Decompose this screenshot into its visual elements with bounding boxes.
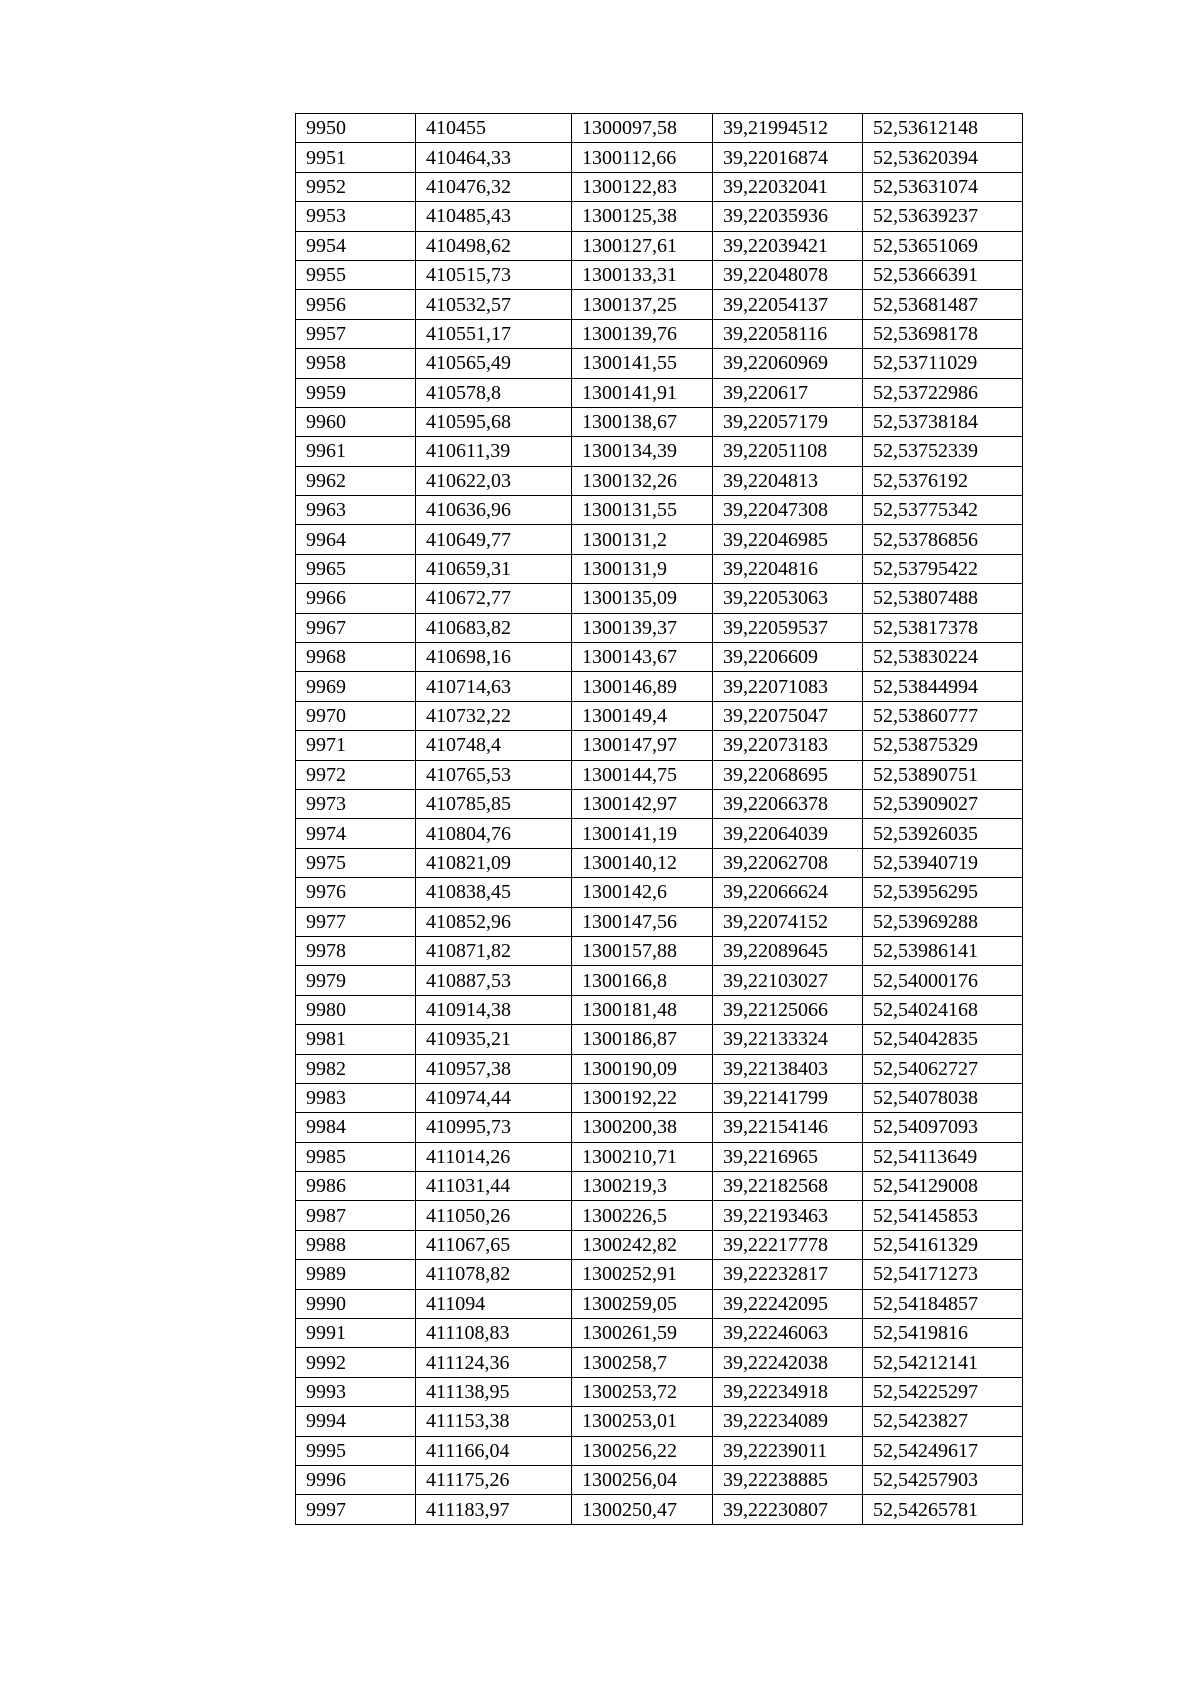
longitude-cell: 52,53860777 xyxy=(863,701,1023,730)
table-row xyxy=(296,584,1023,613)
x-coordinate-cell: 410914,38 xyxy=(416,995,572,1024)
y-coordinate-cell: 1300181,48 xyxy=(572,995,713,1024)
y-coordinate-cell: 1300141,55 xyxy=(572,349,713,378)
x-coordinate-cell: 410765,53 xyxy=(416,760,572,789)
latitude-cell: 39,21994512 xyxy=(713,114,863,143)
y-coordinate-cell: 1300097,58 xyxy=(572,114,713,143)
latitude-cell: 39,22125066 xyxy=(713,995,863,1024)
longitude-cell: 52,54062727 xyxy=(863,1054,1023,1083)
table-row xyxy=(296,848,1023,877)
x-coordinate-cell: 410498,62 xyxy=(416,231,572,260)
point-number-cell: 9991 xyxy=(296,1319,416,1348)
y-coordinate-cell: 1300140,12 xyxy=(572,848,713,877)
x-coordinate-cell: 410672,77 xyxy=(416,584,572,613)
point-number-cell: 9981 xyxy=(296,1025,416,1054)
longitude-cell: 52,53738184 xyxy=(863,407,1023,436)
latitude-cell: 39,22242095 xyxy=(713,1289,863,1318)
point-number-cell: 9989 xyxy=(296,1260,416,1289)
point-number-cell: 9992 xyxy=(296,1348,416,1377)
longitude-cell: 52,54161329 xyxy=(863,1230,1023,1259)
y-coordinate-cell: 1300200,38 xyxy=(572,1113,713,1142)
y-coordinate-cell: 1300131,55 xyxy=(572,496,713,525)
y-coordinate-cell: 1300253,01 xyxy=(572,1407,713,1436)
x-coordinate-cell: 410838,45 xyxy=(416,878,572,907)
table-row xyxy=(296,349,1023,378)
y-coordinate-cell: 1300131,2 xyxy=(572,525,713,554)
x-coordinate-cell: 410748,4 xyxy=(416,731,572,760)
point-number-cell: 9975 xyxy=(296,848,416,877)
latitude-cell: 39,22182568 xyxy=(713,1172,863,1201)
table-row xyxy=(296,114,1023,143)
table-row xyxy=(296,1348,1023,1377)
table-row xyxy=(296,907,1023,936)
point-number-cell: 9953 xyxy=(296,202,416,231)
y-coordinate-cell: 1300250,47 xyxy=(572,1495,713,1524)
x-coordinate-cell: 410595,68 xyxy=(416,407,572,436)
table-row xyxy=(296,966,1023,995)
x-coordinate-cell: 410515,73 xyxy=(416,260,572,289)
y-coordinate-cell: 1300137,25 xyxy=(572,290,713,319)
x-coordinate-cell: 410659,31 xyxy=(416,554,572,583)
latitude-cell: 39,22060969 xyxy=(713,349,863,378)
longitude-cell: 52,53620394 xyxy=(863,143,1023,172)
latitude-cell: 39,22068695 xyxy=(713,760,863,789)
latitude-cell: 39,22234089 xyxy=(713,1407,863,1436)
coordinates-table-body xyxy=(296,114,1023,1525)
x-coordinate-cell: 410683,82 xyxy=(416,613,572,642)
point-number-cell: 9977 xyxy=(296,907,416,936)
x-coordinate-cell: 410957,38 xyxy=(416,1054,572,1083)
point-number-cell: 9961 xyxy=(296,437,416,466)
latitude-cell: 39,22242038 xyxy=(713,1348,863,1377)
latitude-cell: 39,22071083 xyxy=(713,672,863,701)
y-coordinate-cell: 1300142,97 xyxy=(572,789,713,818)
latitude-cell: 39,22234918 xyxy=(713,1377,863,1406)
point-number-cell: 9973 xyxy=(296,789,416,818)
longitude-cell: 52,53909027 xyxy=(863,789,1023,818)
table-row xyxy=(296,1054,1023,1083)
x-coordinate-cell: 410578,8 xyxy=(416,378,572,407)
x-coordinate-cell: 410455 xyxy=(416,114,572,143)
longitude-cell: 52,53612148 xyxy=(863,114,1023,143)
table-row xyxy=(296,731,1023,760)
latitude-cell: 39,22230807 xyxy=(713,1495,863,1524)
x-coordinate-cell: 410622,03 xyxy=(416,466,572,495)
x-coordinate-cell: 410698,16 xyxy=(416,643,572,672)
longitude-cell: 52,53795422 xyxy=(863,554,1023,583)
longitude-cell: 52,54024168 xyxy=(863,995,1023,1024)
x-coordinate-cell: 411124,36 xyxy=(416,1348,572,1377)
longitude-cell: 52,53722986 xyxy=(863,378,1023,407)
longitude-cell: 52,53711029 xyxy=(863,349,1023,378)
x-coordinate-cell: 410732,22 xyxy=(416,701,572,730)
latitude-cell: 39,22238885 xyxy=(713,1465,863,1494)
latitude-cell: 39,220617 xyxy=(713,378,863,407)
x-coordinate-cell: 411031,44 xyxy=(416,1172,572,1201)
y-coordinate-cell: 1300138,67 xyxy=(572,407,713,436)
point-number-cell: 9954 xyxy=(296,231,416,260)
point-number-cell: 9955 xyxy=(296,260,416,289)
x-coordinate-cell: 410464,33 xyxy=(416,143,572,172)
x-coordinate-cell: 410476,32 xyxy=(416,172,572,201)
table-row xyxy=(296,260,1023,289)
latitude-cell: 39,2204813 xyxy=(713,466,863,495)
y-coordinate-cell: 1300157,88 xyxy=(572,936,713,965)
longitude-cell: 52,53666391 xyxy=(863,260,1023,289)
longitude-cell: 52,53956295 xyxy=(863,878,1023,907)
latitude-cell: 39,2204816 xyxy=(713,554,863,583)
latitude-cell: 39,22232817 xyxy=(713,1260,863,1289)
y-coordinate-cell: 1300132,26 xyxy=(572,466,713,495)
latitude-cell: 39,22066624 xyxy=(713,878,863,907)
x-coordinate-cell: 410974,44 xyxy=(416,1083,572,1112)
point-number-cell: 9969 xyxy=(296,672,416,701)
x-coordinate-cell: 411183,97 xyxy=(416,1495,572,1524)
table-row xyxy=(296,496,1023,525)
x-coordinate-cell: 410551,17 xyxy=(416,319,572,348)
table-row xyxy=(296,231,1023,260)
longitude-cell: 52,54097093 xyxy=(863,1113,1023,1142)
y-coordinate-cell: 1300190,09 xyxy=(572,1054,713,1083)
y-coordinate-cell: 1300147,97 xyxy=(572,731,713,760)
latitude-cell: 39,22193463 xyxy=(713,1201,863,1230)
latitude-cell: 39,22051108 xyxy=(713,437,863,466)
x-coordinate-cell: 410821,09 xyxy=(416,848,572,877)
latitude-cell: 39,22089645 xyxy=(713,936,863,965)
point-number-cell: 9965 xyxy=(296,554,416,583)
latitude-cell: 39,22066378 xyxy=(713,789,863,818)
table-row xyxy=(296,1142,1023,1171)
point-number-cell: 9967 xyxy=(296,613,416,642)
longitude-cell: 52,54249617 xyxy=(863,1436,1023,1465)
latitude-cell: 39,22075047 xyxy=(713,701,863,730)
latitude-cell: 39,22035936 xyxy=(713,202,863,231)
x-coordinate-cell: 411050,26 xyxy=(416,1201,572,1230)
y-coordinate-cell: 1300258,7 xyxy=(572,1348,713,1377)
y-coordinate-cell: 1300186,87 xyxy=(572,1025,713,1054)
latitude-cell: 39,22062708 xyxy=(713,848,863,877)
longitude-cell: 52,53651069 xyxy=(863,231,1023,260)
y-coordinate-cell: 1300242,82 xyxy=(572,1230,713,1259)
y-coordinate-cell: 1300256,22 xyxy=(572,1436,713,1465)
point-number-cell: 9958 xyxy=(296,349,416,378)
x-coordinate-cell: 410532,57 xyxy=(416,290,572,319)
y-coordinate-cell: 1300252,91 xyxy=(572,1260,713,1289)
x-coordinate-cell: 410485,43 xyxy=(416,202,572,231)
longitude-cell: 52,53698178 xyxy=(863,319,1023,348)
table-row xyxy=(296,1407,1023,1436)
longitude-cell: 52,5419816 xyxy=(863,1319,1023,1348)
longitude-cell: 52,53940719 xyxy=(863,848,1023,877)
latitude-cell: 39,22074152 xyxy=(713,907,863,936)
table-row xyxy=(296,878,1023,907)
x-coordinate-cell: 411175,26 xyxy=(416,1465,572,1494)
point-number-cell: 9995 xyxy=(296,1436,416,1465)
longitude-cell: 52,54129008 xyxy=(863,1172,1023,1201)
point-number-cell: 9959 xyxy=(296,378,416,407)
table-row xyxy=(296,554,1023,583)
point-number-cell: 9962 xyxy=(296,466,416,495)
y-coordinate-cell: 1300133,31 xyxy=(572,260,713,289)
x-coordinate-cell: 410871,82 xyxy=(416,936,572,965)
table-row xyxy=(296,1465,1023,1494)
longitude-cell: 52,54145853 xyxy=(863,1201,1023,1230)
point-number-cell: 9956 xyxy=(296,290,416,319)
table-row xyxy=(296,672,1023,701)
point-number-cell: 9986 xyxy=(296,1172,416,1201)
x-coordinate-cell: 410804,76 xyxy=(416,819,572,848)
x-coordinate-cell: 411014,26 xyxy=(416,1142,572,1171)
table-row xyxy=(296,936,1023,965)
point-number-cell: 9950 xyxy=(296,114,416,143)
longitude-cell: 52,53986141 xyxy=(863,936,1023,965)
longitude-cell: 52,54042835 xyxy=(863,1025,1023,1054)
y-coordinate-cell: 1300139,76 xyxy=(572,319,713,348)
x-coordinate-cell: 410852,96 xyxy=(416,907,572,936)
longitude-cell: 52,54265781 xyxy=(863,1495,1023,1524)
latitude-cell: 39,22053063 xyxy=(713,584,863,613)
y-coordinate-cell: 1300141,19 xyxy=(572,819,713,848)
point-number-cell: 9972 xyxy=(296,760,416,789)
point-number-cell: 9996 xyxy=(296,1465,416,1494)
latitude-cell: 39,22154146 xyxy=(713,1113,863,1142)
longitude-cell: 52,53807488 xyxy=(863,584,1023,613)
x-coordinate-cell: 411153,38 xyxy=(416,1407,572,1436)
coordinates-table xyxy=(295,113,1023,1525)
table-row xyxy=(296,613,1023,642)
latitude-cell: 39,22047308 xyxy=(713,496,863,525)
longitude-cell: 52,54078038 xyxy=(863,1083,1023,1112)
x-coordinate-cell: 411078,82 xyxy=(416,1260,572,1289)
longitude-cell: 52,53786856 xyxy=(863,525,1023,554)
point-number-cell: 9983 xyxy=(296,1083,416,1112)
x-coordinate-cell: 410714,63 xyxy=(416,672,572,701)
point-number-cell: 9963 xyxy=(296,496,416,525)
point-number-cell: 9970 xyxy=(296,701,416,730)
y-coordinate-cell: 1300261,59 xyxy=(572,1319,713,1348)
y-coordinate-cell: 1300131,9 xyxy=(572,554,713,583)
point-number-cell: 9982 xyxy=(296,1054,416,1083)
x-coordinate-cell: 410995,73 xyxy=(416,1113,572,1142)
latitude-cell: 39,22217778 xyxy=(713,1230,863,1259)
longitude-cell: 52,53639237 xyxy=(863,202,1023,231)
longitude-cell: 52,5376192 xyxy=(863,466,1023,495)
table-row xyxy=(296,1289,1023,1318)
table-row xyxy=(296,643,1023,672)
x-coordinate-cell: 410636,96 xyxy=(416,496,572,525)
point-number-cell: 9985 xyxy=(296,1142,416,1171)
y-coordinate-cell: 1300149,4 xyxy=(572,701,713,730)
table-row xyxy=(296,143,1023,172)
table-row xyxy=(296,701,1023,730)
table-row xyxy=(296,437,1023,466)
table-row xyxy=(296,1377,1023,1406)
x-coordinate-cell: 410785,85 xyxy=(416,789,572,818)
table-row xyxy=(296,1025,1023,1054)
y-coordinate-cell: 1300256,04 xyxy=(572,1465,713,1494)
x-coordinate-cell: 410887,53 xyxy=(416,966,572,995)
latitude-cell: 39,2216965 xyxy=(713,1142,863,1171)
table-row xyxy=(296,1436,1023,1465)
table-row xyxy=(296,525,1023,554)
longitude-cell: 52,53752339 xyxy=(863,437,1023,466)
latitude-cell: 39,22016874 xyxy=(713,143,863,172)
table-row xyxy=(296,172,1023,201)
point-number-cell: 9979 xyxy=(296,966,416,995)
latitude-cell: 39,22058116 xyxy=(713,319,863,348)
y-coordinate-cell: 1300166,8 xyxy=(572,966,713,995)
longitude-cell: 52,54184857 xyxy=(863,1289,1023,1318)
y-coordinate-cell: 1300192,22 xyxy=(572,1083,713,1112)
table-row xyxy=(296,1230,1023,1259)
table-row xyxy=(296,378,1023,407)
longitude-cell: 52,53817378 xyxy=(863,613,1023,642)
point-number-cell: 9957 xyxy=(296,319,416,348)
longitude-cell: 52,53926035 xyxy=(863,819,1023,848)
point-number-cell: 9997 xyxy=(296,1495,416,1524)
longitude-cell: 52,53775342 xyxy=(863,496,1023,525)
longitude-cell: 52,53830224 xyxy=(863,643,1023,672)
longitude-cell: 52,5423827 xyxy=(863,1407,1023,1436)
x-coordinate-cell: 411166,04 xyxy=(416,1436,572,1465)
table-row xyxy=(296,1495,1023,1524)
y-coordinate-cell: 1300112,66 xyxy=(572,143,713,172)
point-number-cell: 9952 xyxy=(296,172,416,201)
x-coordinate-cell: 410611,39 xyxy=(416,437,572,466)
latitude-cell: 39,22048078 xyxy=(713,260,863,289)
point-number-cell: 9951 xyxy=(296,143,416,172)
table-row xyxy=(296,1319,1023,1348)
y-coordinate-cell: 1300146,89 xyxy=(572,672,713,701)
longitude-cell: 52,53890751 xyxy=(863,760,1023,789)
y-coordinate-cell: 1300210,71 xyxy=(572,1142,713,1171)
longitude-cell: 52,54257903 xyxy=(863,1465,1023,1494)
latitude-cell: 39,2206609 xyxy=(713,643,863,672)
table-row xyxy=(296,819,1023,848)
y-coordinate-cell: 1300122,83 xyxy=(572,172,713,201)
point-number-cell: 9974 xyxy=(296,819,416,848)
point-number-cell: 9978 xyxy=(296,936,416,965)
longitude-cell: 52,53631074 xyxy=(863,172,1023,201)
table-row xyxy=(296,789,1023,818)
y-coordinate-cell: 1300139,37 xyxy=(572,613,713,642)
latitude-cell: 39,22239011 xyxy=(713,1436,863,1465)
point-number-cell: 9987 xyxy=(296,1201,416,1230)
point-number-cell: 9980 xyxy=(296,995,416,1024)
point-number-cell: 9993 xyxy=(296,1377,416,1406)
table-row xyxy=(296,290,1023,319)
point-number-cell: 9990 xyxy=(296,1289,416,1318)
table-row xyxy=(296,1083,1023,1112)
point-number-cell: 9971 xyxy=(296,731,416,760)
table-row xyxy=(296,995,1023,1024)
y-coordinate-cell: 1300226,5 xyxy=(572,1201,713,1230)
latitude-cell: 39,22141799 xyxy=(713,1083,863,1112)
y-coordinate-cell: 1300141,91 xyxy=(572,378,713,407)
table-row xyxy=(296,1260,1023,1289)
longitude-cell: 52,54000176 xyxy=(863,966,1023,995)
table-row xyxy=(296,407,1023,436)
latitude-cell: 39,22103027 xyxy=(713,966,863,995)
point-number-cell: 9966 xyxy=(296,584,416,613)
x-coordinate-cell: 411094 xyxy=(416,1289,572,1318)
longitude-cell: 52,54171273 xyxy=(863,1260,1023,1289)
point-number-cell: 9968 xyxy=(296,643,416,672)
table-row xyxy=(296,1201,1023,1230)
x-coordinate-cell: 411108,83 xyxy=(416,1319,572,1348)
y-coordinate-cell: 1300144,75 xyxy=(572,760,713,789)
latitude-cell: 39,22138403 xyxy=(713,1054,863,1083)
y-coordinate-cell: 1300125,38 xyxy=(572,202,713,231)
y-coordinate-cell: 1300143,67 xyxy=(572,643,713,672)
y-coordinate-cell: 1300259,05 xyxy=(572,1289,713,1318)
latitude-cell: 39,22064039 xyxy=(713,819,863,848)
longitude-cell: 52,54212141 xyxy=(863,1348,1023,1377)
table-row xyxy=(296,760,1023,789)
latitude-cell: 39,22133324 xyxy=(713,1025,863,1054)
table-row xyxy=(296,1172,1023,1201)
x-coordinate-cell: 411138,95 xyxy=(416,1377,572,1406)
latitude-cell: 39,22046985 xyxy=(713,525,863,554)
table-row xyxy=(296,466,1023,495)
longitude-cell: 52,53844994 xyxy=(863,672,1023,701)
y-coordinate-cell: 1300127,61 xyxy=(572,231,713,260)
longitude-cell: 52,54225297 xyxy=(863,1377,1023,1406)
point-number-cell: 9976 xyxy=(296,878,416,907)
latitude-cell: 39,22039421 xyxy=(713,231,863,260)
x-coordinate-cell: 410935,21 xyxy=(416,1025,572,1054)
point-number-cell: 9964 xyxy=(296,525,416,554)
longitude-cell: 52,53681487 xyxy=(863,290,1023,319)
latitude-cell: 39,22032041 xyxy=(713,172,863,201)
point-number-cell: 9960 xyxy=(296,407,416,436)
y-coordinate-cell: 1300253,72 xyxy=(572,1377,713,1406)
point-number-cell: 9994 xyxy=(296,1407,416,1436)
table-row xyxy=(296,1113,1023,1142)
x-coordinate-cell: 410565,49 xyxy=(416,349,572,378)
longitude-cell: 52,53969288 xyxy=(863,907,1023,936)
latitude-cell: 39,22246063 xyxy=(713,1319,863,1348)
point-number-cell: 9984 xyxy=(296,1113,416,1142)
latitude-cell: 39,22054137 xyxy=(713,290,863,319)
longitude-cell: 52,53875329 xyxy=(863,731,1023,760)
y-coordinate-cell: 1300134,39 xyxy=(572,437,713,466)
latitude-cell: 39,22073183 xyxy=(713,731,863,760)
point-number-cell: 9988 xyxy=(296,1230,416,1259)
y-coordinate-cell: 1300135,09 xyxy=(572,584,713,613)
latitude-cell: 39,22059537 xyxy=(713,613,863,642)
y-coordinate-cell: 1300147,56 xyxy=(572,907,713,936)
table-row xyxy=(296,319,1023,348)
y-coordinate-cell: 1300142,6 xyxy=(572,878,713,907)
table-row xyxy=(296,202,1023,231)
longitude-cell: 52,54113649 xyxy=(863,1142,1023,1171)
x-coordinate-cell: 411067,65 xyxy=(416,1230,572,1259)
y-coordinate-cell: 1300219,3 xyxy=(572,1172,713,1201)
latitude-cell: 39,22057179 xyxy=(713,407,863,436)
x-coordinate-cell: 410649,77 xyxy=(416,525,572,554)
